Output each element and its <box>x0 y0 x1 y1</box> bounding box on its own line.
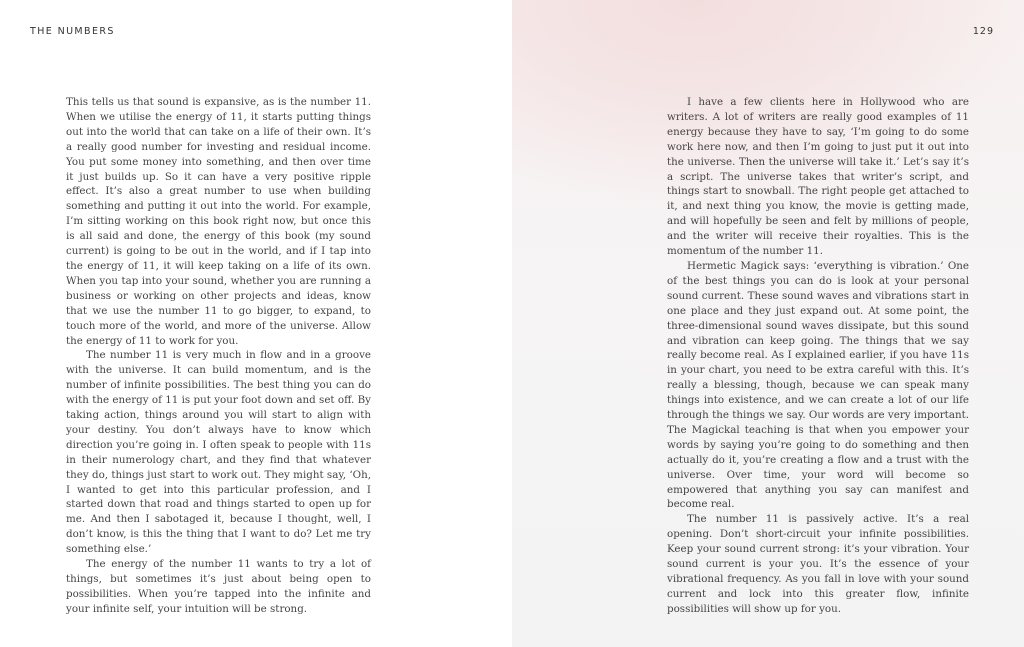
right-page <box>512 0 1024 647</box>
paragraph: I have a few clients here in Hollywood who are writers. A lot of writers are really good examples of 11 energy because they have to say, ‘I’m going to do some work here now, and then I’m going to just put it out into the universe. Then the universe will take it.’ Let’s say it’s a script. The universe takes that writer’s script, and things start to snowball. The right people get attached to it, and next thing you know, the movie is getting made, and will hopefully be seen and felt by millions of people, and the writer will receive their royalties. This is the momentum of the number 11. <box>667 96 969 258</box>
paragraph: The energy of the number 11 wants to try a lot of things, but sometimes it’s just about being open to possibilities. When you’re tapped into the infinite and your infinite self, your intuition will be strong. <box>66 558 371 615</box>
paragraph: This tells us that sound is expansive, as is the number 11. When we utilise the energy of 11, it starts putting things out into the world that can take on a life of their own. It’s a really good number for investing and residual income. You put some money into something, and then over time it just builds up. So it can have a very positive ripple effect. It’s also a great number to use when building something and putting it out into the world. For example, I’m sitting working on this book right now, but once this is all said and done, the energy of this book (my sound current) is going to be out in the world, and if I tap into the energy of 11, it will keep taking on a life of its own. When you tap into your sound, whether you are running a business or working on other projects and ideas, know that we use the number 11 to go bigger, to expand, to touch more of the world, and more of the universe. Allow the energy of 11 to work for you. <box>66 96 371 347</box>
paragraph: The number 11 is very much in flow and in a groove with the universe. It can build momentum, and is the number of infinite possibilities. The best thing you can do with the energy of 11 is put your foot down and set off. By taking action, things around you will start to align with your destiny. You don’t always have to know which direction you’re going in. I often speak to people with 11s in their numerology chart, and they find that whatever they do, things just start to work out. They might say, ‘Oh, I wanted to get into this particular profession, and I started down that road and things started to open up for me. And then I sabotaged it, because I thought, well, I don’t know, is this the thing that I want to do? Let me try something else.’ <box>66 349 371 556</box>
right-body-text <box>667 95 969 617</box>
paragraph: The number 11 is passively active. It’s a real opening. Don’t short-circuit your infinite possibilities. Keep your sound current strong: it’s your vibration. Your sound current is your you. It’s the essence of your vibrational frequency. As you fall in love with your sound current and lock into this greater flow, infinite possibilities will show up for you. <box>667 513 969 615</box>
running-head: THE NUMBERS <box>30 26 115 37</box>
paragraph: Hermetic Magick says: ‘everything is vibration.’ One of the best things you can do is look at your personal sound current. These sound waves and vibrations start in one place and they just expand out. At some point, the three-dimensional sound waves dissipate, but this sound and vibration can keep going. The things that we say really become real. As I explained earlier, if you have 11s in your chart, you need to be extra careful with this. It’s really a blessing, though, because we can speak many things into existence, and we can create a lot of our life through the things we say. Our words are very important. The Magickal teaching is that when you empower your words by saying you’re going to do something and then actually do it, you’re creating a flow and a trust with the universe. Over time, your word will become so empowered that anything you say can manifest and become real. <box>667 259 969 511</box>
left-body-text <box>66 95 371 617</box>
page-number: 129 <box>972 26 994 37</box>
